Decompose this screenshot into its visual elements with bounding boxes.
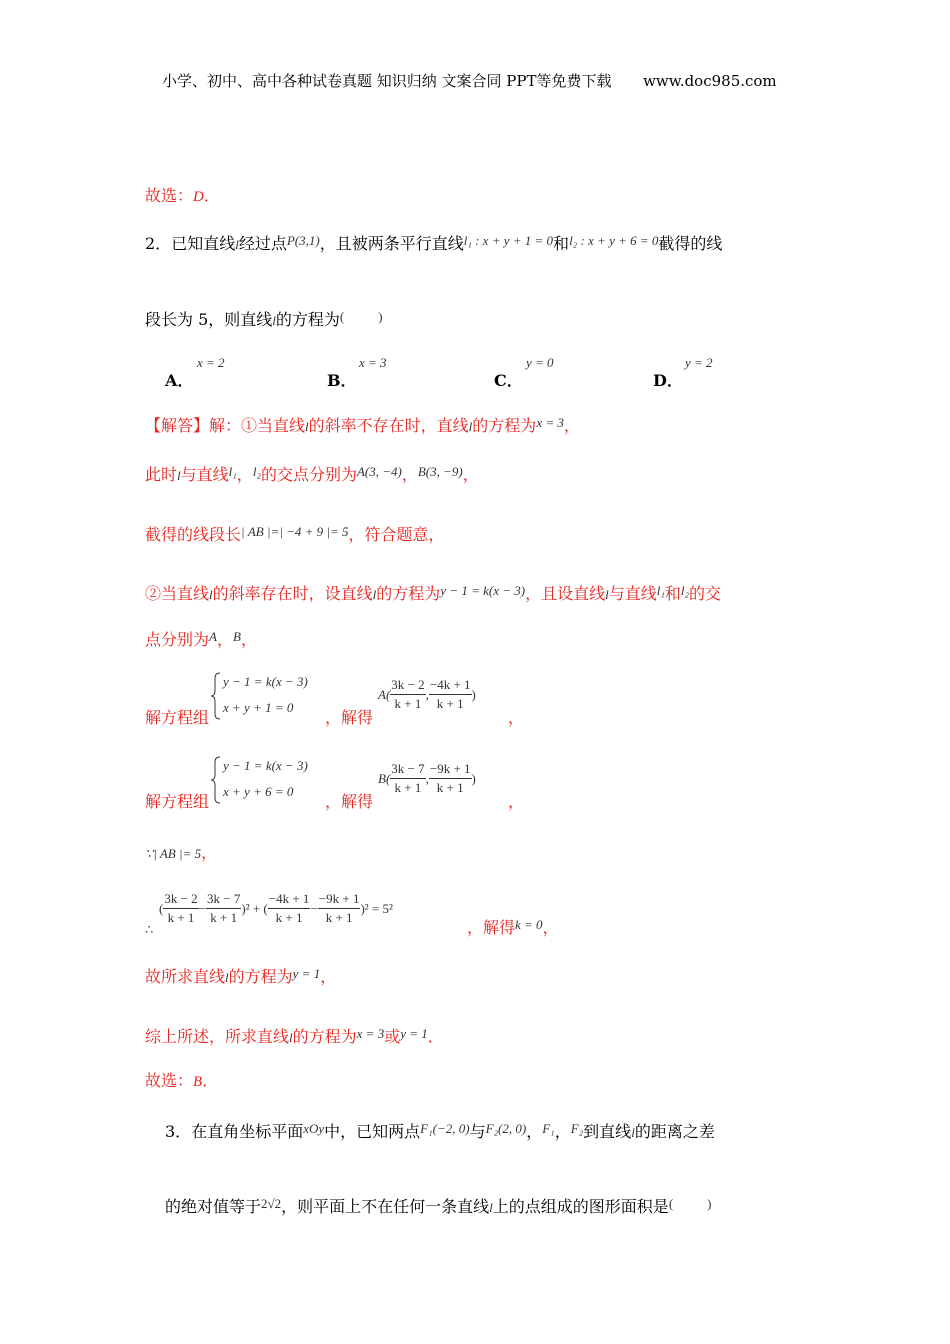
eq-ax-den: k + 1 <box>167 910 195 925</box>
option-d-letter: D． <box>653 371 683 390</box>
sol2-tail-1: ， <box>508 708 525 727</box>
sol2-s4j: 的交 <box>689 584 722 603</box>
prev-answer-label: 故选： <box>145 186 194 205</box>
solve-k <box>467 918 559 939</box>
because-expr: ∵| AB |= 5 <box>145 846 202 861</box>
b-y-den: k + 1 <box>436 780 464 795</box>
header-text: 小学、初中、高中各种试卷真题 知识归纳 文案合同 PPT等免费下载 <box>162 72 612 90</box>
brace-icon <box>211 756 221 804</box>
a-comma: , <box>425 687 429 702</box>
eq-by-den: k + 1 <box>325 910 353 925</box>
sol2-s2f: 的交点分别为 <box>260 465 357 484</box>
sol2-therefore <box>145 888 605 940</box>
sol2-s7b: 的方程为 <box>292 1027 357 1046</box>
q3-t6: 到直线 <box>583 1122 632 1141</box>
option-d-expr: y = 2 <box>685 355 713 370</box>
q2-line1: l₁ : x + y + 1 = 0 <box>463 233 554 248</box>
sol2-l2-b: l₂ <box>680 583 690 598</box>
sol2-line-eq: y − 1 = k(x − 3) <box>440 583 526 598</box>
sol2-s1b: 的斜率不存在时，直线 <box>308 416 469 435</box>
distance-equation <box>159 890 393 927</box>
b-y-num: −9k + 1 <box>429 760 472 779</box>
q2-point: P(3,1) <box>286 233 320 248</box>
q3-l: l <box>631 1125 635 1140</box>
b-x-den: k + 1 <box>394 780 422 795</box>
q3-f2b: F₂ <box>570 1121 584 1136</box>
sol2-s7d: 或 <box>384 1027 401 1046</box>
sol2-l-8: l <box>289 1030 293 1045</box>
therefore-symbol: ∴ <box>145 922 154 937</box>
q2-l: l <box>235 237 239 252</box>
q3-t5: ， <box>554 1122 571 1141</box>
header-url[interactable]: www.doc985.com <box>643 72 777 90</box>
sol2-line-7 <box>145 1027 444 1048</box>
sol2-s5c: ， <box>216 630 233 649</box>
q3-plane: xOy <box>303 1121 325 1136</box>
q3-t10: 上的点组成的图形面积是 <box>492 1197 669 1216</box>
a-x-den: k + 1 <box>394 696 422 711</box>
sol2-final-x3: x = 3 <box>356 1026 385 1041</box>
k-tail: ， <box>542 918 559 937</box>
q3-f2: F₂(2, 0) <box>485 1121 527 1136</box>
q2-number: 2． <box>145 234 172 253</box>
sol2-ab-length: | AB |=| −4 + 9 |= 5 <box>241 524 349 539</box>
answer-end: ． <box>202 1071 219 1090</box>
b-comma: , <box>425 771 429 786</box>
sol2-sys2-row2: x + y + 6 = 0 <box>223 784 294 799</box>
sol2-s4e: ，且设直线 <box>525 584 606 603</box>
sol2-s7a: 综上所述，所求直线 <box>145 1027 290 1046</box>
sol2-point-a: A(3, −4) <box>356 464 402 479</box>
q3-t2: 中，已知两点 <box>324 1122 421 1141</box>
q3-t8: 的绝对值等于 <box>165 1197 262 1216</box>
q3-paren-close: ) <box>707 1196 712 1211</box>
sol2-s4b: 的斜率存在时，设直线 <box>212 584 373 603</box>
eq-ax-num: 3k − 2 <box>163 890 198 909</box>
sol2-sys1-label: 解方程组 <box>145 708 210 727</box>
sol2-solve-1: ，解得 <box>325 708 374 727</box>
eq-bx-num: 3k − 7 <box>206 890 241 909</box>
sol2-l-3: l <box>177 468 181 483</box>
q3-line-1 <box>165 1122 715 1143</box>
option-b-letter: B． <box>327 371 357 390</box>
sol2-line-2 <box>145 465 479 486</box>
sol2-s6d: ， <box>320 967 337 986</box>
q3-l-2: l <box>489 1200 493 1215</box>
sol2-s4c: 的方程为 <box>376 584 441 603</box>
eq-open: ( <box>159 901 164 916</box>
sol2-line-4 <box>145 584 721 605</box>
sol2-tag: 【解答】 <box>145 416 210 435</box>
prev-answer-value: D <box>193 189 204 205</box>
sol2-b: B <box>232 629 241 644</box>
sol2-line-6 <box>145 967 336 988</box>
eq-minus-2: − <box>310 901 318 916</box>
solve-k-text: ，解得 <box>467 918 516 937</box>
k-value: k = 0 <box>515 917 543 932</box>
b-x-num: 3k − 7 <box>390 760 425 779</box>
sol2-s4f: 与直线 <box>608 584 657 603</box>
sol2-answer <box>145 1071 218 1092</box>
sol2-system-2 <box>145 754 545 814</box>
eq-by-num: −9k + 1 <box>318 890 361 909</box>
sol2-sys2-row1: y − 1 = k(x − 3) <box>223 758 308 773</box>
sol2-l-4: l <box>209 587 213 602</box>
answer-label: 故选： <box>145 1071 194 1090</box>
point-b-solution <box>378 760 476 797</box>
b-prefix: B( <box>378 771 391 786</box>
a-y-den: k + 1 <box>436 696 464 711</box>
brace-icon <box>211 672 221 720</box>
sol2-s5a: 点分别为 <box>145 630 210 649</box>
answer-value: B <box>193 1074 203 1090</box>
eq-sq-end: )² = 5² <box>360 901 393 916</box>
q3-t4: ， <box>526 1122 543 1141</box>
eq-minus-1: − <box>198 901 207 916</box>
sol2-l-2: l <box>468 419 473 434</box>
sol2-s3c: ，符合题意， <box>348 525 445 544</box>
sol2-s2j: ， <box>462 465 479 484</box>
a-close: ) <box>471 687 476 702</box>
sol2-solve-2: ，解得 <box>325 792 374 811</box>
sol2-line-3 <box>145 525 445 546</box>
sol2-l-1: l <box>305 419 309 434</box>
sol2-line-5 <box>145 630 257 651</box>
sol2-y1: y = 1 <box>292 966 321 981</box>
q3-f1b: F₁ <box>542 1121 555 1136</box>
eq-bx-den: k + 1 <box>210 910 238 925</box>
sol2-s6a: 故所求直线 <box>145 967 226 986</box>
sol2-l1: l₁ <box>228 464 237 479</box>
eq-ay-num: −4k + 1 <box>268 890 311 909</box>
sol2-l-6: l <box>605 587 609 602</box>
prev-answer-end: ． <box>203 186 220 205</box>
eq-ay-den: k + 1 <box>275 910 303 925</box>
sol2-l1-b: l₁ <box>656 583 665 598</box>
sol2-s3a: 截得的线段长 <box>145 525 242 544</box>
q2-line-1 <box>145 234 722 255</box>
q3-number: 3． <box>165 1122 192 1141</box>
q2-text-2: 经过点 <box>238 234 287 253</box>
q2-paren-open: ( <box>339 309 345 324</box>
prev-answer <box>145 186 220 207</box>
sol2-s5e: ， <box>240 630 257 649</box>
a-x-num: 3k − 2 <box>390 676 425 695</box>
q3-f1: F₁(−2, 0) <box>420 1121 470 1136</box>
sol2-l-5: l <box>372 587 377 602</box>
a-y-num: −4k + 1 <box>429 676 472 695</box>
sol2-sys2-label: 解方程组 <box>145 792 210 811</box>
sol2-s6b: 的方程为 <box>228 967 293 986</box>
option-b-expr: x = 3 <box>359 355 387 370</box>
option-c-letter: C． <box>494 371 523 390</box>
a-prefix: A( <box>378 687 391 702</box>
sol2-line-1 <box>145 416 580 437</box>
b-close: ) <box>471 771 476 786</box>
q2-line2: l₂ : x + y + 6 = 0 <box>569 233 659 248</box>
point-a-solution <box>378 676 476 713</box>
sol2-s2b: 与直线 <box>180 465 229 484</box>
sol2-s1e: ， <box>563 416 580 435</box>
because-tail: ， <box>201 843 218 862</box>
sol2-sys1-row1: y − 1 = k(x − 3) <box>223 674 308 689</box>
q2-text-3: ，且被两条平行直线 <box>319 234 464 253</box>
sol2-s7f: ． <box>427 1027 444 1046</box>
sol2-s2a: 此时 <box>145 465 178 484</box>
q2-text-6: 段长为 5，则直线 <box>145 310 273 329</box>
q2-options <box>165 355 785 391</box>
sol2-l2: l₂ <box>252 464 261 479</box>
sol2-s1c: 的方程为 <box>472 416 537 435</box>
sol2-point-b: B(3, −9) <box>417 464 463 479</box>
sol2-final-y1: y = 1 <box>400 1026 428 1041</box>
q2-paren-close: ) <box>378 309 383 324</box>
sol2-s2h: ， <box>401 465 418 484</box>
q2-text-7: 的方程为 <box>275 310 340 329</box>
sol2-s2d: ， <box>236 465 253 484</box>
sol2-tail-2: ， <box>508 792 525 811</box>
option-a-letter: A． <box>165 371 194 390</box>
sol2-s4h: 和 <box>664 584 681 603</box>
sol2-l-7: l <box>225 970 229 985</box>
sol2-a: A <box>209 629 217 644</box>
eq-sq-close: )² + ( <box>241 901 268 916</box>
q2-l-2: l <box>272 313 276 328</box>
q2-line-2 <box>145 310 383 331</box>
q3-t7: 的距离之差 <box>634 1122 715 1141</box>
page-header <box>162 70 777 91</box>
q3-t3: 与 <box>469 1122 486 1141</box>
option-a-expr: x = 2 <box>197 355 225 370</box>
sol2-because <box>145 843 217 864</box>
q3-t1: 在直角坐标平面 <box>191 1122 304 1141</box>
option-c-expr: y = 0 <box>526 355 554 370</box>
q2-text-5: 截得的线 <box>658 234 723 253</box>
q2-text-1: 已知直线 <box>171 234 236 253</box>
q3-line-2 <box>165 1197 712 1218</box>
q2-text-4: 和 <box>553 234 570 253</box>
sol2-x3: x = 3 <box>536 415 564 430</box>
sol2-system-1 <box>145 670 545 730</box>
sol2-s1a: 解：①当直线 <box>209 416 306 435</box>
q3-val: 2√2 <box>261 1196 282 1211</box>
sol2-s4a: ②当直线 <box>145 584 210 603</box>
q3-paren-open: ( <box>668 1196 674 1211</box>
q3-t9: ，则平面上不在任何一条直线 <box>281 1197 490 1216</box>
sol2-sys1-row2: x + y + 1 = 0 <box>223 700 294 715</box>
